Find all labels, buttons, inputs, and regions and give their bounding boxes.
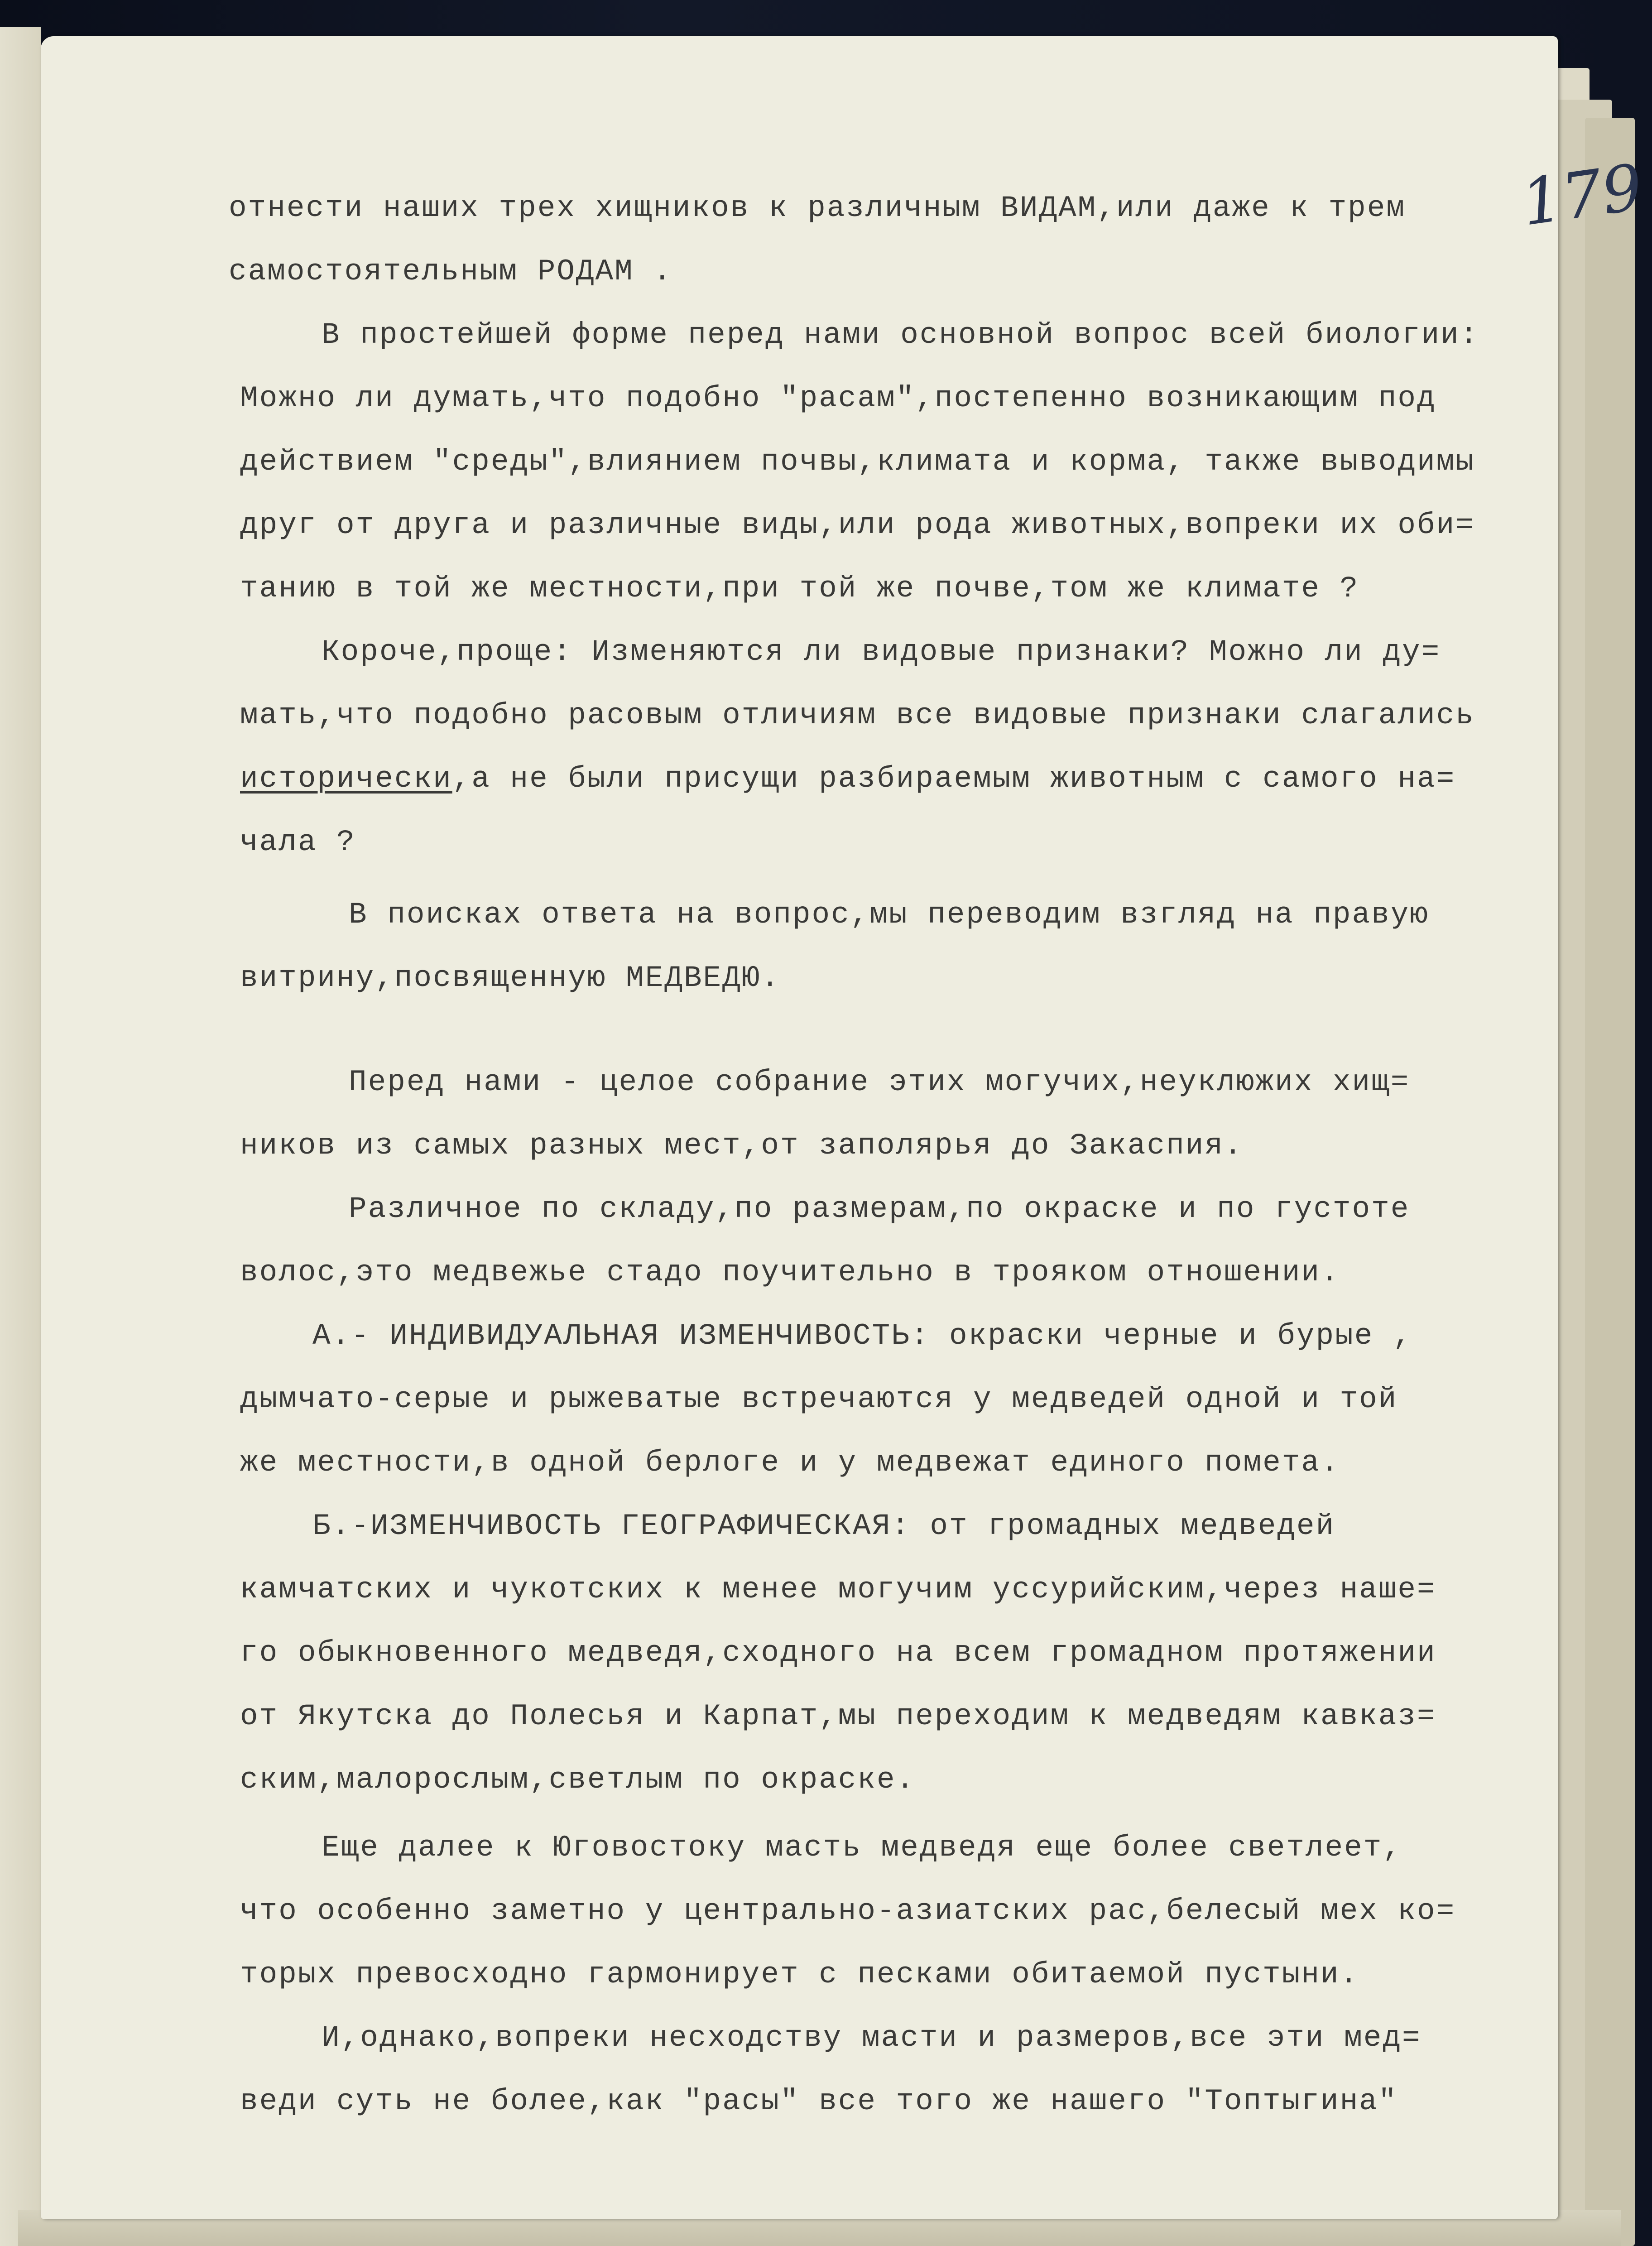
text-line: действием "среды",влиянием почвы,климата и корма, также выводимы [240, 445, 1475, 479]
text-line: В поисках ответа на вопрос,мы переводим взгляд на правую [349, 898, 1429, 932]
text-line: Б.-ИЗМЕНЧИВОСТЬ ГЕОГРАФИЧЕСКАЯ: от громадных медведей [312, 1509, 1335, 1543]
text-line: самостоятельным РОДАМ . [229, 255, 672, 289]
text-line: друг от друга и различные виды,или рода животных,вопреки их оби= [240, 508, 1475, 542]
text-line: танию в той же местности,при той же почве,том же климате ? [240, 572, 1359, 606]
text-line: Можно ли думать,что подобно "расам",постепенно возникающим под [240, 381, 1436, 415]
text-line: от Якутска до Полесья и Карпат,мы переходим к медведям кавказ= [240, 1699, 1436, 1733]
text-line: волос,это медвежье стадо поучительно в трояком отношении. [240, 1255, 1340, 1289]
page-stack-edge [1585, 118, 1635, 2246]
text-line: И,однако,вопреки несходству масти и размеров,все эти мед= [322, 2021, 1421, 2055]
typewritten-page [41, 36, 1647, 2219]
text-line: ников из самых разных мест,от заполярья до Закаспия. [240, 1129, 1244, 1163]
text-line: Короче,проще: Изменяются ли видовые признаки? Можно ли ду= [322, 635, 1441, 669]
text-line: веди суть не более,как "расы" все того же нашего "Топтыгина" [240, 2084, 1398, 2118]
text-line: торых превосходно гармонирует с песками обитаемой пустыни. [240, 1957, 1359, 1991]
text-line: отнести наших трех хищников к различным ВИДАМ,или даже к трем [229, 191, 1406, 225]
text-line: дымчато-серые и рыжеватые встречаются у медведей одной и той [240, 1382, 1398, 1416]
text-line: Различное по складу,по размерам,по окраске и по густоте [349, 1192, 1410, 1226]
text-line: В простейшей форме перед нами основной вопрос всей биологии: [322, 318, 1479, 352]
text-line: Перед нами - целое собрание этих могучих,неуклюжих хищ= [349, 1065, 1410, 1099]
text-line: Еще далее к Юговостоку масть медведя еще более светлеет, [322, 1831, 1402, 1865]
text-line: камчатских и чукотских к менее могучим уссурийским,через наше= [240, 1573, 1436, 1606]
text-line: ским,малорослым,светлым по окраске. [240, 1763, 916, 1797]
text-line: мать,что подобно расовым отличиям все видовые признаки слагались [240, 698, 1475, 732]
text-line: что особенно заметно у центрально-азиатских рас,белесый мех ко= [240, 1894, 1456, 1928]
underlined-word: исторически [240, 762, 452, 796]
left-page-edge [0, 27, 41, 2246]
text-line: го обыкновенного медведя,сходного на всем громадном протяжении [240, 1636, 1436, 1670]
text-line: же местности,в одной берлоге и у медвежат единого помета. [240, 1446, 1340, 1480]
text-line: чала ? [240, 825, 356, 859]
text-line-rest: ,а не были присущи разбираемым животным с самого на= [452, 762, 1456, 796]
handwritten-page-number: 179 [1517, 150, 1647, 240]
text-line: А.- ИНДИВИДУАЛЬНАЯ ИЗМЕНЧИВОСТЬ: окраски черные и бурые , [312, 1319, 1412, 1353]
text-line: витрину,посвященную МЕДВЕДЮ. [240, 961, 780, 995]
text-line [240, 761, 1455, 797]
